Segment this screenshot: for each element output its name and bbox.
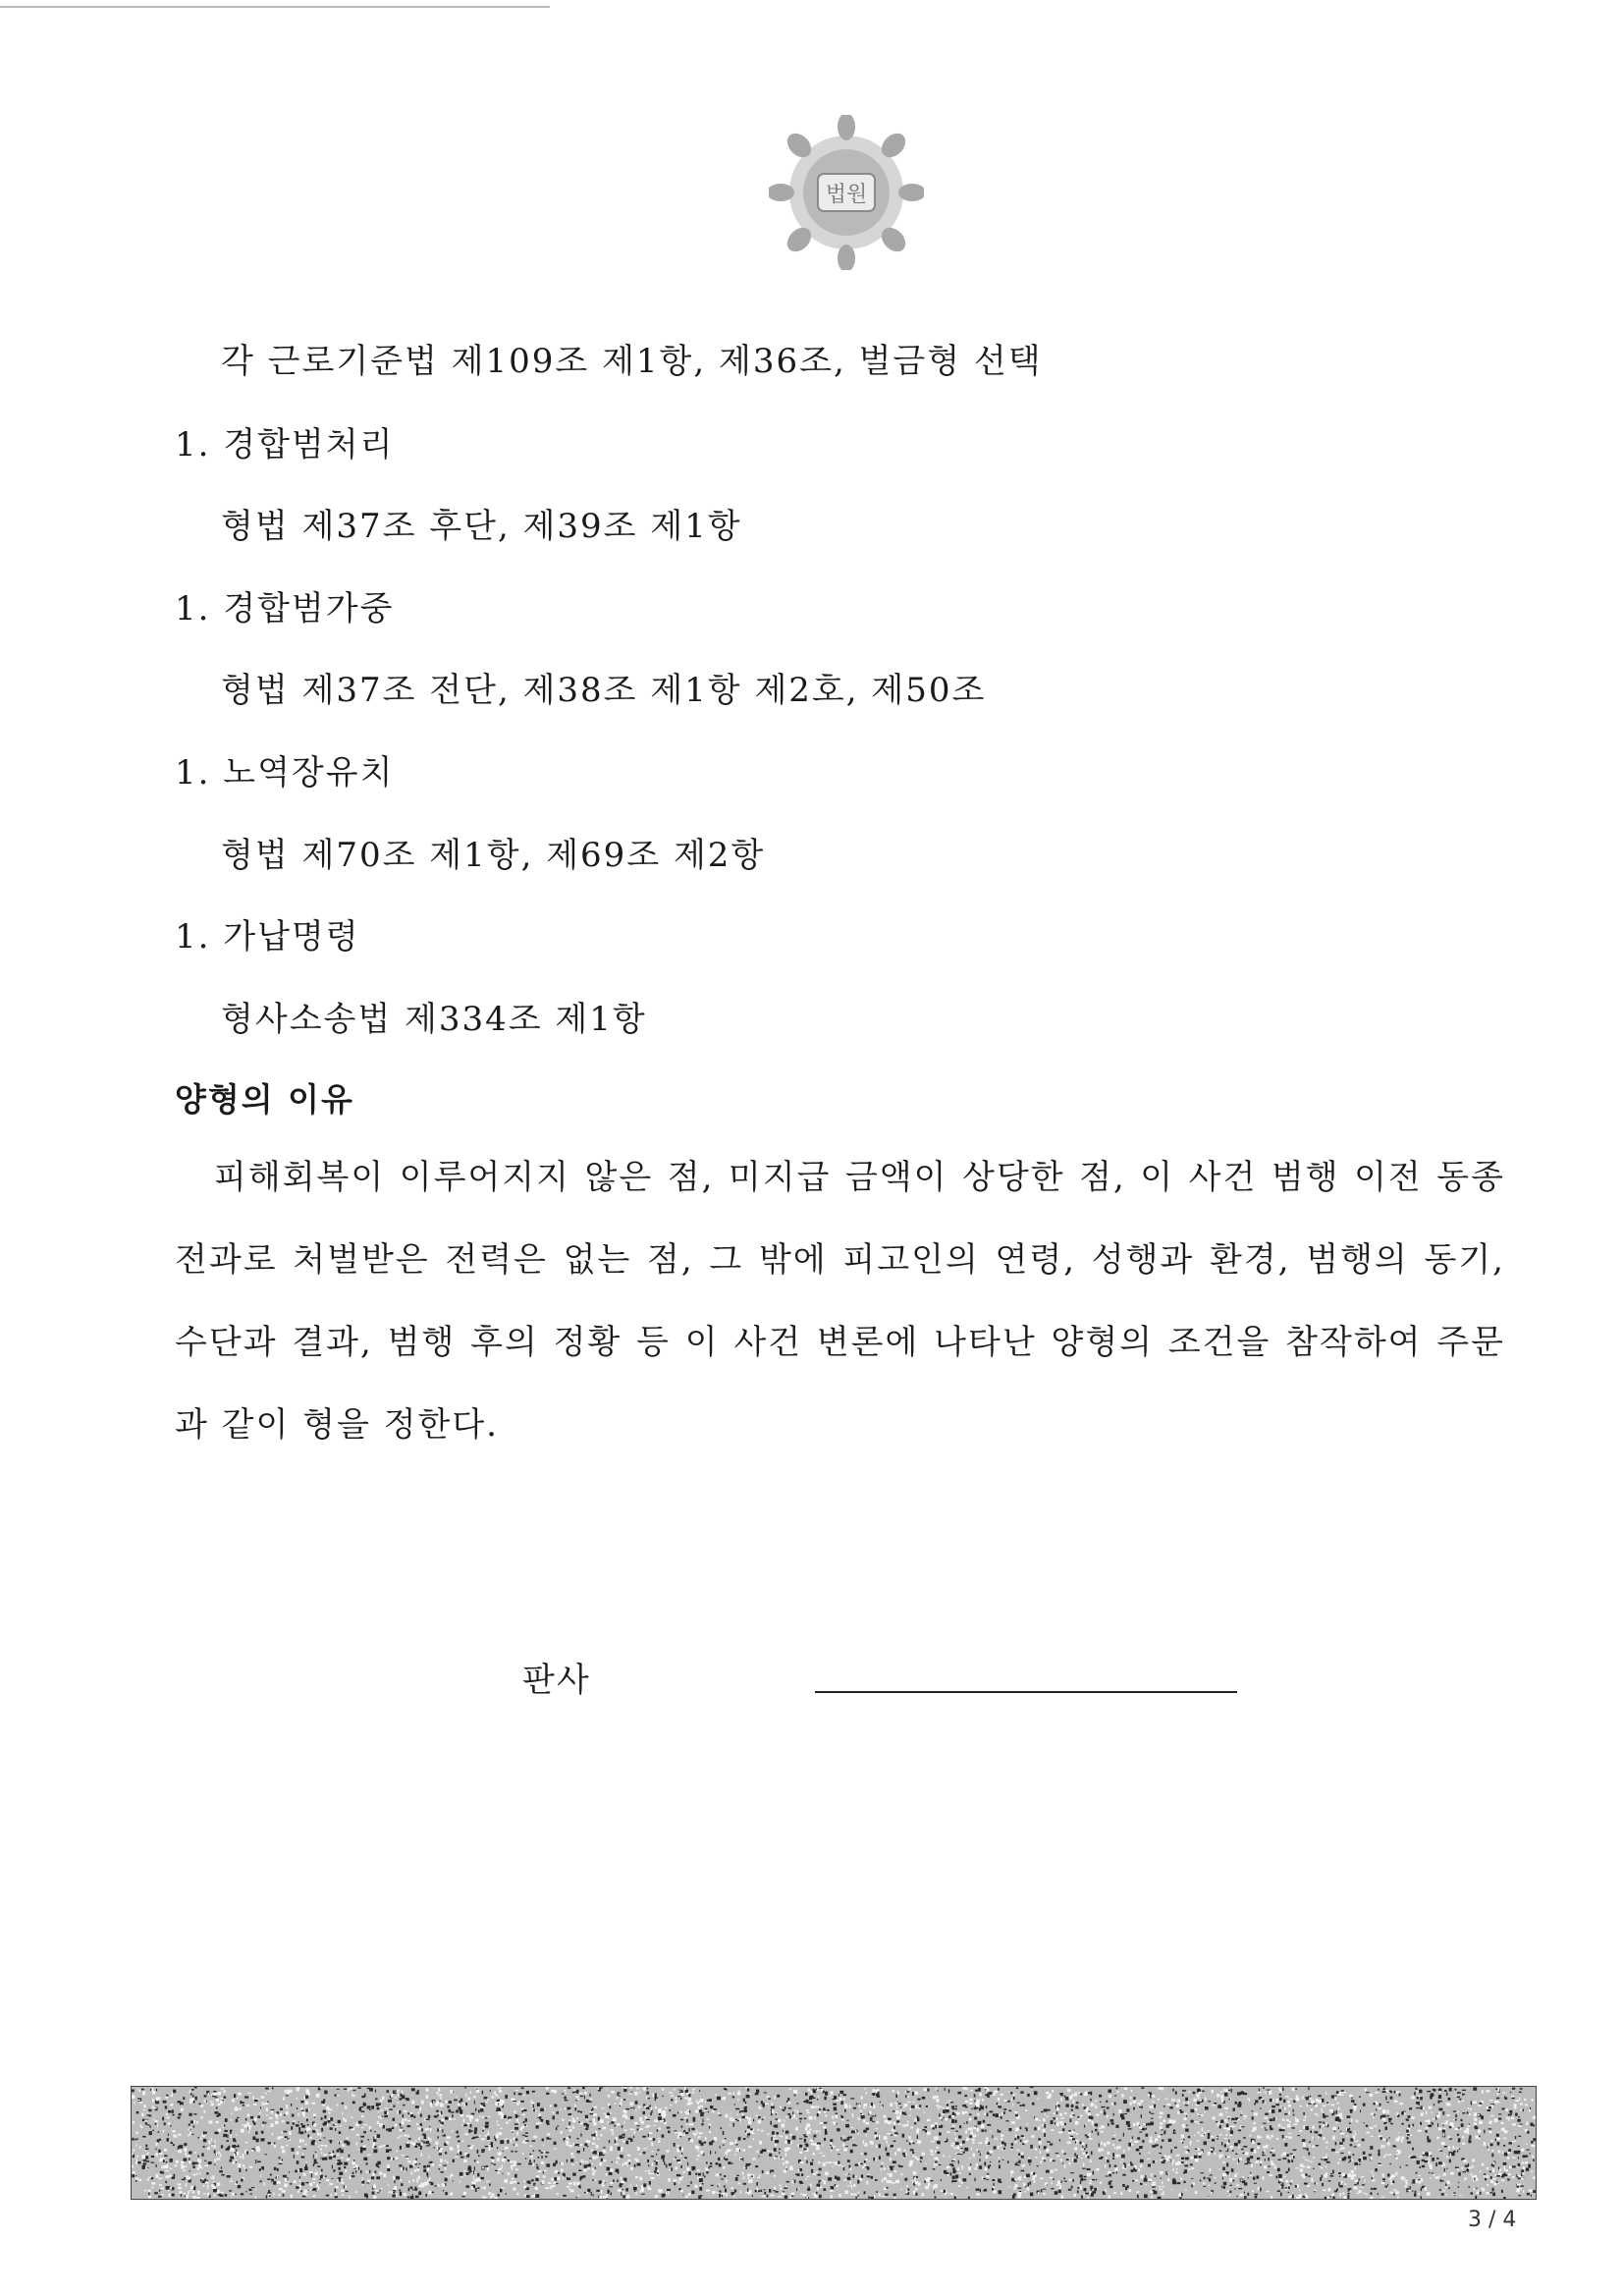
page-number: 3 / 4 (1468, 2208, 1517, 2232)
law-line-5: 형사소송법 제334조 제1항 (221, 1000, 647, 1039)
law-line-1: 각 근로기준법 제109조 제1항, 제36조, 벌금형 선택 (221, 342, 1043, 381)
court-seal-icon (769, 115, 924, 270)
item-concurrent-crimes: 1. 경합범처리 (175, 425, 395, 465)
barcode-noise-strip (131, 2086, 1537, 2200)
svg-text:법원: 법원 (825, 183, 868, 207)
law-line-3: 형법 제37조 전단, 제38조 제1항 제2호, 제50조 (221, 671, 987, 710)
item-provisional-payment: 1. 가납명령 (175, 917, 360, 957)
law-line-4: 형법 제70조 제1항, 제69조 제2항 (221, 836, 766, 875)
judge-label: 판사 (522, 1661, 591, 1700)
item-workhouse-detention: 1. 노역장유치 (175, 753, 395, 793)
signature-line (815, 1691, 1237, 1693)
section-heading: 양형의 이유 (175, 1080, 354, 1119)
sentencing-reason-paragraph: 피해회복이 이루어지지 않은 점, 미지급 금액이 상당한 점, 이 사건 범행 이전 동종 전과로 처벌받은 전력은 없는 점, 그 밖에 피고인의 연령, 성행과 환경, 범행의 동기, 수단과 결과, 범행 후의 정황 등 이 사건 변론에 나타난 양형의 조건을 참작하여 주문과 같이 형을 정한다. (175, 1158, 1505, 1445)
law-line-2: 형법 제37조 후단, 제39조 제1항 (221, 507, 742, 546)
item-aggravation: 1. 경합범가중 (175, 589, 395, 629)
scan-edge-mark (0, 6, 550, 8)
